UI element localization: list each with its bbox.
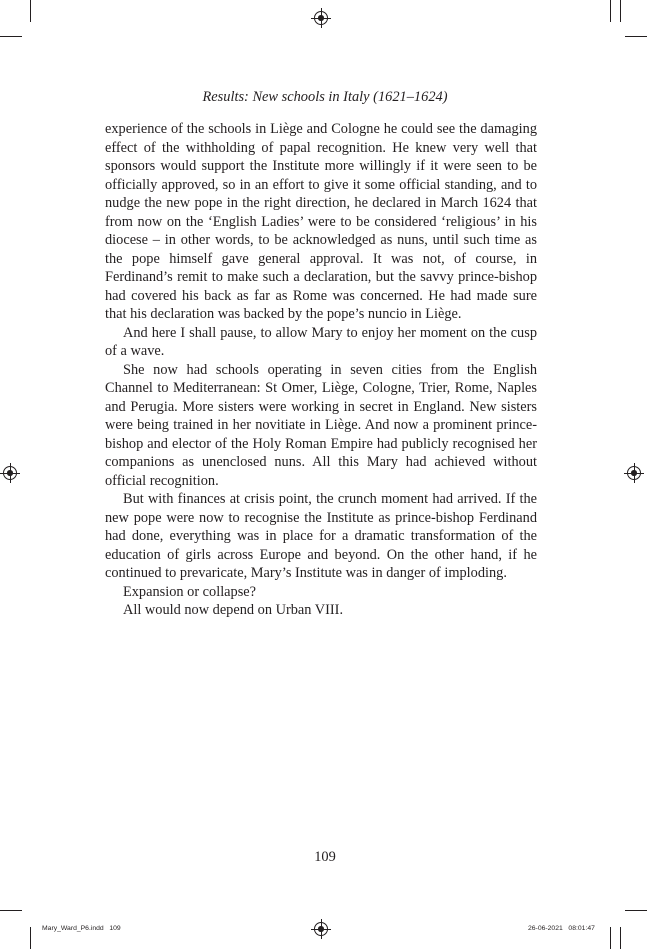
crop-mark	[610, 927, 611, 949]
crop-mark	[620, 927, 621, 949]
running-head: Results: New schools in Italy (1621–1624)	[202, 89, 448, 105]
crop-mark	[0, 910, 22, 911]
paragraph: experience of the schools in Liège and Cologne he could see the damaging effect of the withholding of papal recognition. He knew very well that sponsors would support the Institute more willingly if it were seen to be officially approved, so in an effort to give it some official standing, and to nudge the new pope in the right direction, he declared in March 1624 that from now on the ‘English Ladies’ were to be considered ‘religious’ in his diocese – in other words, to be acknowledged as nuns, until such time as the pope himself gave general approval. It was not, of course, in Ferdinand’s remit to make such a declaration, but the savvy prince-bishop had covered his back as far as Rome was concerned. He had made sure that his declaration was backed by the pope’s nuncio in Liège.	[105, 121, 537, 322]
paragraph: All would now depend on Urban VIII.	[123, 602, 344, 618]
crop-mark	[30, 927, 31, 949]
registration-mark-icon	[314, 922, 328, 936]
slug-timestamp: 26-06-2021 08:01:47	[528, 925, 595, 932]
paragraph: But with finances at crisis point, the crunch moment had arrived. If the new pope were now to recognise the Institute as prince-bishop Ferdinand had done, everything was in place for a dramatic transformation of the education of girls across Europe and beyond. On the other hand, if he continued to prevaricate, Mary’s Institute was in danger of imploding.	[105, 491, 537, 581]
registration-mark-icon	[314, 11, 328, 25]
crop-mark	[625, 36, 647, 37]
crop-mark	[620, 0, 621, 22]
page-number: 109	[314, 849, 336, 865]
registration-mark-icon	[627, 466, 641, 480]
body-text	[105, 120, 537, 620]
slug-filename: Mary_Ward_P6.indd 109	[42, 925, 121, 932]
registration-mark-icon	[3, 466, 17, 480]
paragraph: Expansion or collapse?	[123, 583, 257, 600]
crop-mark	[30, 0, 31, 22]
crop-mark	[610, 0, 611, 22]
paragraph: And here I shall pause, to allow Mary to enjoy her moment on the cusp of a wave.	[105, 324, 537, 359]
paragraph: She now had schools operating in seven cities from the English Channel to Mediterranean: St Omer, Liège, Cologne, Trier, Rome, Naples and Perugia. More sisters were working in secret in England. New sisters were being trained in her novitiate in Liège. And now a prominent prince-bishop and elector of the Holy Roman Empire had publicly recognised her companions as unenclosed nuns. All this Mary had achieved without official recognition.	[105, 361, 537, 489]
crop-mark	[0, 36, 22, 37]
crop-mark	[625, 910, 647, 911]
